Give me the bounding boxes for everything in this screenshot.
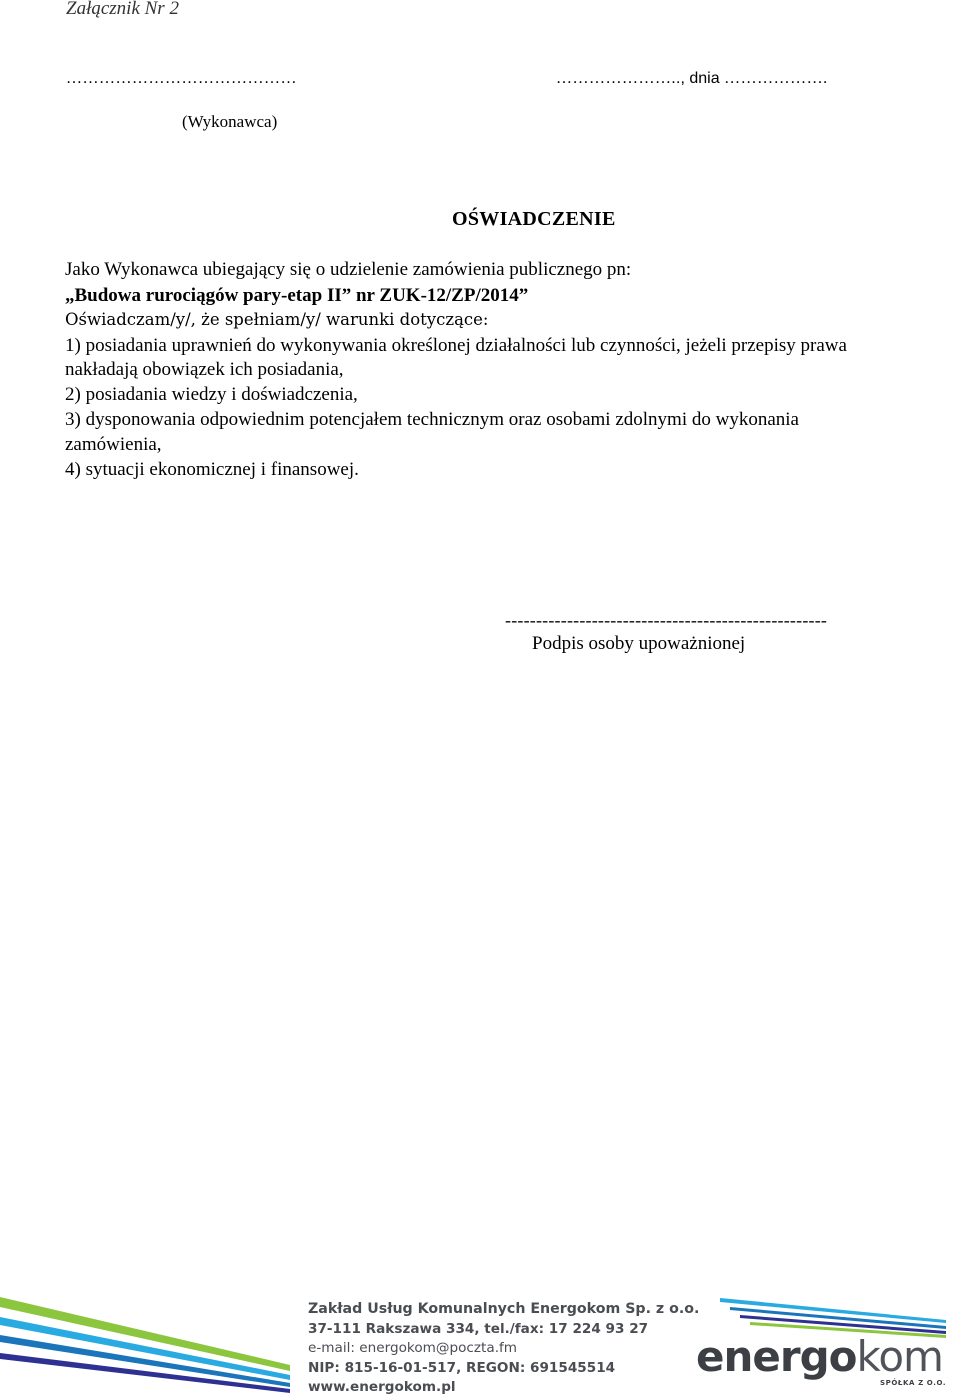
logo-main: energo xyxy=(696,1332,857,1381)
company-contact-block xyxy=(308,1300,699,1398)
logo-wordmark xyxy=(696,1332,943,1381)
condition-item-3-cont: zamówienia, xyxy=(65,434,162,455)
energokom-logo xyxy=(696,1298,946,1393)
footer-stripes-graphic xyxy=(0,1295,290,1393)
company-address: 37-111 Rakszawa 334, tel./fax: 17 224 93 27 xyxy=(308,1320,649,1337)
declaration-text: Oświadczam/y/, że spełniam/y/ warunki dotyczące: xyxy=(65,310,489,329)
company-email: e-mail: energokom@poczta.fm xyxy=(308,1340,518,1356)
document-title: OŚWIADCZENIE xyxy=(452,208,616,230)
logo-tail: kom xyxy=(856,1332,943,1381)
logo-subtitle: SPÓŁKA Z O.O. xyxy=(880,1379,947,1387)
condition-item-3: 3) dysponowania odpowiednim potencjałem technicznym oraz osobami zdolnymi do wykonania xyxy=(65,409,799,430)
signature-line: ---------------------------------------------------- xyxy=(505,610,828,630)
date-word: ., dnia xyxy=(676,70,720,87)
company-website: www.energokom.pl xyxy=(308,1379,456,1395)
condition-item-1: 1) posiadania uprawnień do wykonywania określonej działalności lub czynności, jeżeli przepisy prawa xyxy=(65,335,847,356)
intro-text: Jako Wykonawca ubiegający się o udzielenie zamówienia publicznego pn: xyxy=(65,259,632,280)
condition-item-2: 2) posiadania wiedzy i doświadczenia, xyxy=(65,384,358,405)
contractor-label: (Wykonawca) xyxy=(182,112,278,131)
annex-number: Załącznik Nr 2 xyxy=(66,0,179,19)
condition-item-1-cont: nakładają obowiązek ich posiadania, xyxy=(65,359,344,380)
signature-label: Podpis osoby upoważnionej xyxy=(532,633,746,654)
contractor-placeholder: …………………………………… xyxy=(66,70,297,87)
project-name: „Budowa rurociągów pary-etap II” nr ZUK-12/ZP/2014” xyxy=(65,285,529,306)
date-placeholder: ………………. xyxy=(724,70,828,87)
company-ids: NIP: 815-16-01-517, REGON: 691545514 xyxy=(308,1359,616,1376)
place-date-line xyxy=(556,70,828,88)
company-name: Zakład Usług Komunalnych Energokom Sp. z o.o. xyxy=(308,1301,700,1317)
condition-item-4: 4) sytuacji ekonomicznej i finansowej. xyxy=(65,459,359,480)
place-placeholder: …………………. xyxy=(556,70,676,87)
